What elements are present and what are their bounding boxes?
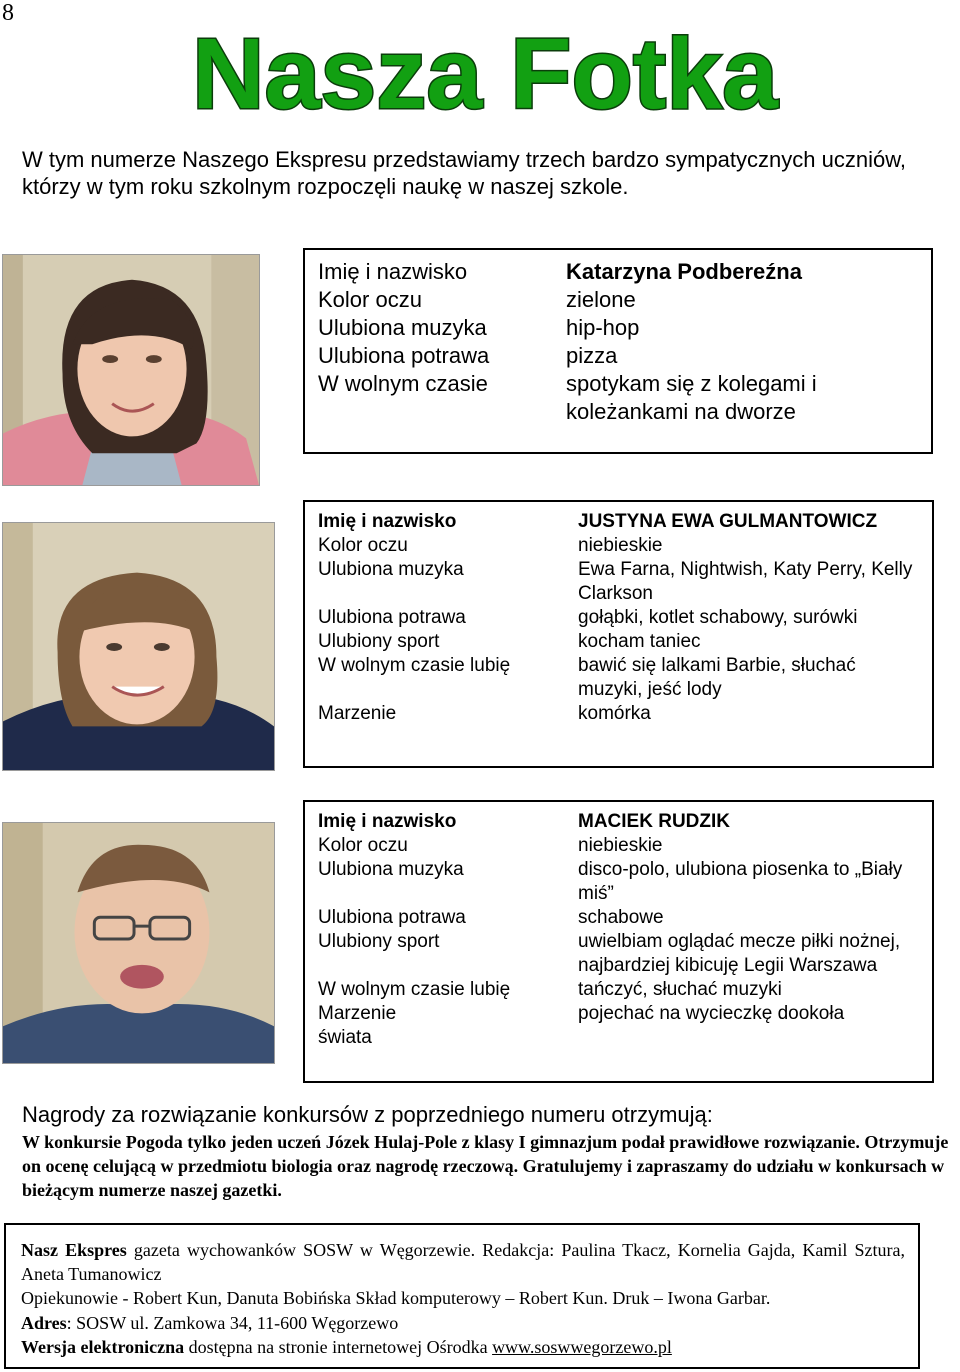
masthead-line-caretakers: Opiekunowie - Robert Kun, Danuta Bobińska Skład komputerowy – Robert Kun. Druk – Iwona Garbar. [21,1288,771,1309]
page-title [190,20,780,120]
label-sport: Ulubiony sport [318,631,440,652]
profile-row [318,558,918,606]
profile-table-2 [318,510,918,726]
label-music: Ulubiona muzyka [318,315,487,340]
value-music: Ewa Farna, Nightwish, Katy Perry, Kelly Clarkson [578,559,913,604]
label-dream: Marzenie [318,1003,397,1024]
profile-row [318,286,896,314]
label-free-time: W wolnym czasie lubię [318,979,511,1000]
online-label: Wersja elektroniczna [21,1336,185,1357]
profile-row [318,834,918,858]
label-eyes: Kolor oczu [318,287,422,312]
value-eyes: niebieskie [578,535,663,556]
profile-row [318,810,918,834]
page-title-text: Nasza Fotka [192,20,780,120]
website-link[interactable]: www.soswwegorzewo.pl [492,1336,672,1357]
profile-card-2 [303,500,934,768]
photo-student-1 [2,254,260,486]
prizes-text: W konkursie Pogoda tylko jeden uczeń Józek Hulaj-Pole z klasy I gimnazjum podał prawidłowe rozwiązanie. Otrzymuje on ocenę celującą w przedmiotu biologia oraz nagrodę rzeczową. Gratulujemy i zapraszamy do udziału w konkursach w bieżącym numerze naszej gazetki. [22,1132,949,1200]
masthead-line-editors [21,1238,905,1286]
online-text: dostępna na stronie internetowej Ośrodka [184,1336,493,1357]
address-value: : SOSW ul. Zamkowa 34, 11-600 Węgorzewo [66,1312,399,1333]
prizes-heading: Nagrody za rozwiązanie konkursów z poprzedniego numeru otrzymują: [22,1102,713,1127]
label-name: Imię i nazwisko [318,511,457,532]
label-dream: Marzenie [318,703,397,724]
value-dream: pojechać na wycieczkę dookoła [578,1003,845,1024]
value-name: Katarzyna Podbereźna [566,259,802,284]
label-free-time: W wolnym czasie lubię [318,655,511,676]
value-sport: kocham taniec [578,631,701,652]
paper-name: Nasz Ekspres [21,1240,127,1260]
profile-row [318,534,918,558]
value-eyes: zielone [566,287,636,312]
profile-row [318,342,896,370]
profile-row [318,858,918,906]
profile-table-1 [318,258,896,426]
label-sport: Ulubiony sport [318,931,440,952]
paper-description: gazeta wychowanków SOSW w Węgorzewie. Redakcja: Paulina Tkacz, Kornelia Gajda, Kamil Sztura, Aneta Tumanowicz [21,1240,905,1285]
label-name: Imię i nazwisko [318,259,468,284]
profile-row [318,906,918,930]
value-food: pizza [566,343,618,368]
value-free-time: tańczyć, słuchać muzyki [578,979,782,1000]
value-free-time: spotykam się z kolegami i koleżankami na dworze [566,371,817,424]
value-dream: komórka [578,703,651,724]
profile-card-3 [303,800,934,1083]
photo-student-2 [2,522,275,771]
photo-student-3 [2,822,275,1064]
profile-table-3 [318,810,918,1050]
profile-card-1 [303,248,933,454]
value-free-time: bawić się lalkami Barbie, słuchać muzyki, jeść lody [578,655,856,700]
profile-row [318,1002,918,1026]
label-music: Ulubiona muzyka [318,859,464,880]
profile-row [318,370,896,426]
label-free-time: W wolnym czasie [318,371,488,396]
profile-row [318,606,918,630]
label-eyes: Kolor oczu [318,835,408,856]
value-music: hip-hop [566,315,640,340]
profile-row [318,702,918,726]
label-eyes: Kolor oczu [318,535,408,556]
masthead-box [4,1223,920,1369]
profile-row [318,510,918,534]
value-food: gołąbki, kotlet schabowy, surówki [578,607,858,628]
profile-row [318,654,918,702]
masthead-line-online [21,1335,905,1359]
profile-row [318,978,918,1002]
profile-row [318,258,896,286]
address-label: Adres [21,1312,67,1333]
label-food: Ulubiona potrawa [318,907,466,928]
page-number: 8 [2,0,14,26]
profile-row [318,1026,918,1050]
value-music: disco-polo, ulubiona piosenka to „Biały miś” [578,859,903,904]
intro-paragraph: W tym numerze Naszego Ekspresu przedstawiamy trzech bardzo sympatycznych uczniów, którzy w tym roku szkolnym rozpoczęli naukę w naszej szkole. [22,147,906,199]
profile-row [318,630,918,654]
value-name: JUSTYNA EWA GULMANTOWICZ [578,511,878,532]
value-sport: uwielbiam oglądać mecze piłki nożnej, najbardziej kibicuję Legii Warszawa [578,931,901,976]
value-dream-continued: świata [318,1027,372,1048]
value-name: MACIEK RUDZIK [578,811,730,832]
label-food: Ulubiona potrawa [318,343,490,368]
label-name: Imię i nazwisko [318,811,457,832]
value-eyes: niebieskie [578,835,663,856]
label-music: Ulubiona muzyka [318,559,464,580]
value-food: schabowe [578,907,664,928]
label-food: Ulubiona potrawa [318,607,466,628]
masthead-text [21,1238,905,1359]
profile-row [318,930,918,978]
profile-row [318,314,896,342]
masthead-line-address [21,1311,905,1335]
